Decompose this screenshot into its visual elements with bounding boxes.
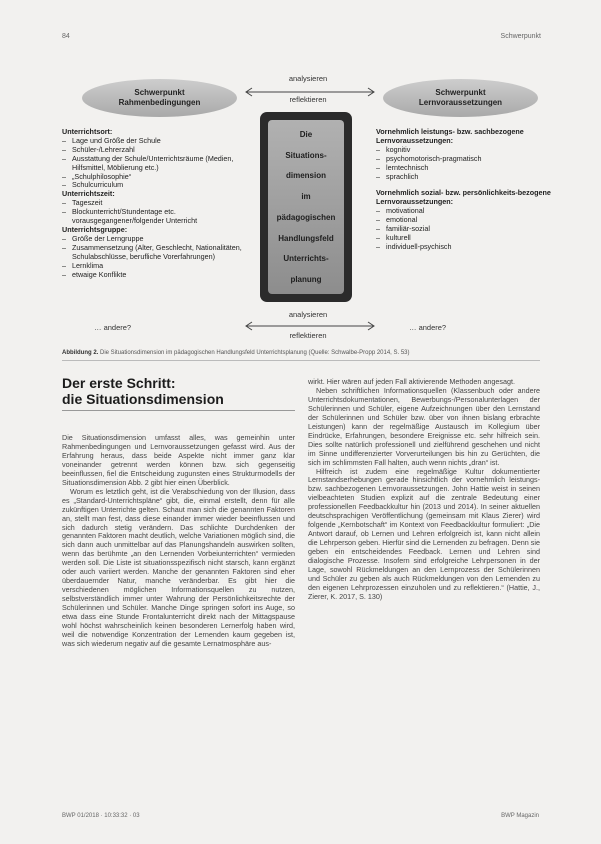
page-number: 84 xyxy=(62,33,70,40)
list-item: – motivational xyxy=(376,207,561,216)
ellipse-rahmenbedingungen xyxy=(82,79,237,117)
section-heading xyxy=(62,375,224,407)
list-heading: Unterrichtszeit: xyxy=(62,189,115,199)
list-item: – emotional xyxy=(376,216,561,225)
list-heading: Vornehmlich sozial- bzw. persönlichkeits-bezogene Lernvoraussetzungen: xyxy=(376,188,551,207)
situationsdimension-box xyxy=(260,112,352,302)
list-heading: Vornehmlich leistungs- bzw. sachbezogene Lernvoraussetzungen: xyxy=(376,127,524,145)
paragraph: Neben schriftlichen Informationsquellen (Klassenbuch oder andere Unterrichtsdokumentationen, Bewerbungs-/Personalunterlagen der Schülerinnen und Schüler, eigene Aufzeichnungen über den Lernstand der Schülerinnen und Schüler bzw. über von ihnen bislang erbrachte Leistungen) kann der regelmäßige Austausch im Kollegium über Eindrücke, Erfahrungen, besondere Ereignisse etc. sehr hilfreich sein. Dies sollte natürlich professionell und zielführend geschehen und nicht im Sinne undifferenzierter Vorverurteilungen bis hin zu Gerüchten, die sich im schlimmsten Fall halten, auch wenn nichts „dran“ ist. xyxy=(308,385,540,467)
list-item: – Zusammensetzung (Alter, Geschlecht, Nationalitäten, Schulabschlüsse, berufliche Vorerfahrungen) xyxy=(62,244,252,262)
heading-line-2: die Situationsdimension xyxy=(62,391,224,407)
center-text: Die xyxy=(299,129,313,139)
heading-underline xyxy=(62,410,295,411)
bottom-arrow-label-1: analysieren xyxy=(288,310,328,319)
bottom-arrow-label-2: reflektieren xyxy=(289,331,327,340)
list-item: – individuell-psychisch xyxy=(376,243,561,252)
center-text: Unterrichts- xyxy=(283,254,329,264)
ellipse-lernvoraussetzungen xyxy=(383,79,538,117)
lernvoraussetzungen-list xyxy=(376,128,561,252)
top-arrow-label-1: analysieren xyxy=(288,74,328,83)
list-item: – Lernklima xyxy=(62,262,252,271)
list-item: – Schulcurriculum xyxy=(62,181,252,190)
center-text: im xyxy=(301,192,311,202)
body-column-right xyxy=(308,378,540,602)
list-heading: Unterrichtsgruppe: xyxy=(62,224,128,234)
heading-line-1: Der erste Schritt: xyxy=(62,375,176,391)
top-arrow-label-2: reflektieren xyxy=(289,95,327,104)
list-item: – Ausstattung der Schule/Unterrichtsräume (Medien, Hilfsmittel, Möblierung etc.) xyxy=(62,155,252,173)
list-item: – Blockunterricht/Stundentage etc. vorausgegangener/folgender Unterricht xyxy=(62,208,252,226)
left-andere: … andere? xyxy=(94,323,132,332)
list-item: – „Schulphilosophie“ xyxy=(62,173,252,182)
running-head: Schwerpunkt xyxy=(500,33,541,40)
caption-text: Die Situationsdimension im pädagogischen Handlungsfeld Unterrichtsplanung (Quelle: Schwalbe-Propp 2014, S. 53) xyxy=(100,350,410,356)
paragraph: Worum es letztlich geht, ist die Verabschiedung von der Illusion, dass es „Standard-Unterrichtspläne“ gibt, die, einmal erstellt, denn für alle zukünftigen Unterrichte gelten. Schaut man sich die genannten Faktoren an, stellt man fest, dass diese einander immer wieder beeinflussen und sich dadurch stetig verändern. Das schlichte Durchdenken der genannten Faktoren macht deutlich, welche Variationen möglich sind, die sich dann auch unmittelbar auf das Planungshandeln auswirken sollten, wenn das berühmte „an den Lernenden Vorbeiunterrichten“ vermieden werden soll. Die Liste ist situationsspezifisch nicht starsch, kann ergänzt oder auch variiert werden. Manche der genannten Faktoren sind eher überdauernder Natur, manche veränderbar. Es gibt hier die verschiedenen möglichen Informationsquellen zu nutzen, selbstverständlich immer unter Wahrung der Persönlichkeitsrechte der Schülerinnen und Schüler. Manche Dinge springen sofort ins Auge, so etwa dass eine Stunde Frontalunterricht direkt nach der Mittagspause wohl höchst wahrscheinlich keinen besonderen Lernerfolg haben wird, weil die notwendige Konzentration der Lernenden kaum gegeben ist, was sich wiederum negativ auf die gesamte Lernatmosphäre aus- xyxy=(62,486,295,648)
paragraph: Hilfreich ist zudem eine regelmäßige Kultur dokumentierter Lernstandserhebungen gerade hinsichtlich der vornehmlich leistungs- bzw. sachbezogenen Lernvoraussetzungen. John Hattie weist in seinen vielbeachteten Studien explizit auf die zentrale Bedeutung einer professionellen Feedbackkultur hin (2013 und 2014). In seiner aktuellen deutschsprachigen Veröffentlichung (gemeinsam mit Klaus Zierer) wird folgende „Kernbotschaft“ im Kontext von Feedbackkultur formuliert: „Die Antwort darauf, ob Lernen und Lehren erfolgreich ist, kann nicht allein die Lehrperson geben. Hierfür sind die Lernenden zu befragen. Denn sie geben ein entscheidendes Feedback. Lernen und Lehren sind dialogische Prozesse. Insofern sind erfolgreiche Lehrpersonen in der Lage, sowohl Rückmeldungen an den Lernprozess der Schülerinnen und Schüler zu geben als auch Rückmeldungen von den Lernenden zu den eigenen Lehrprozessen einzuholen und zu reflektieren.“ (Hattie, J., Zierer, K. 2017, S. 130) xyxy=(308,466,540,601)
paragraph: Die Situationsdimension umfasst alles, was gemeinhin unter Rahmenbedingungen und Lernvoraussetzungen gefasst wird. Aus der Erfahrung heraus, dass beide Aspekte nicht immer ganz klar voneinander getrennt werden können bzw. sich gegenseitig beeinflussen, fiel die Entscheidung zugunsten eines Strukturmodells der Situationsdimension Abb. 2 gibt hier einen Überblick. xyxy=(62,433,295,487)
list-item: – Lage und Größe der Schule xyxy=(62,137,252,146)
list-heading: Unterrichtsort: xyxy=(62,127,113,136)
ellipse-right-line1: Schwerpunkt xyxy=(435,88,486,97)
list-item: – Schüler-/Lehrerzahl xyxy=(62,146,252,155)
list-item: – lerntechnisch xyxy=(376,164,561,173)
center-text: pädagogischen xyxy=(276,212,336,222)
center-text: planung xyxy=(290,275,322,285)
paragraph: wirkt. Hier wären auf jeden Fall aktivierende Methoden angesagt. xyxy=(308,377,515,386)
list-item: – kulturell xyxy=(376,234,561,243)
list-item: – etwaige Konflikte xyxy=(62,271,252,280)
figure-caption xyxy=(62,350,552,356)
list-item: – familiär-sozial xyxy=(376,225,561,234)
ellipse-left-line1: Schwerpunkt xyxy=(134,88,185,97)
center-text: Situations- xyxy=(285,150,327,160)
rahmenbedingungen-list xyxy=(62,128,252,279)
right-andere: … andere? xyxy=(409,323,447,332)
center-text: dimension xyxy=(285,171,326,181)
ellipse-right-line2: Lernvoraussetzungen xyxy=(418,98,503,107)
list-item: – psychomotorisch-pragmatisch xyxy=(376,155,561,164)
body-column-left xyxy=(62,434,295,649)
list-item: – Tageszeit xyxy=(62,199,252,208)
list-item: – Größe der Lerngruppe xyxy=(62,235,252,244)
footer-left: BWP 01/2018 · 10:33:32 · 03 xyxy=(62,813,140,819)
list-item: – sprachlich xyxy=(376,173,561,182)
ellipse-left-line2: Rahmenbedingungen xyxy=(118,98,201,107)
footer-right: BWP Magazin xyxy=(501,813,539,819)
caption-label: Abbildung 2. xyxy=(62,350,99,356)
center-text: Handlungsfeld xyxy=(278,233,334,243)
caption-divider xyxy=(62,360,540,361)
list-item: – kognitiv xyxy=(376,146,561,155)
